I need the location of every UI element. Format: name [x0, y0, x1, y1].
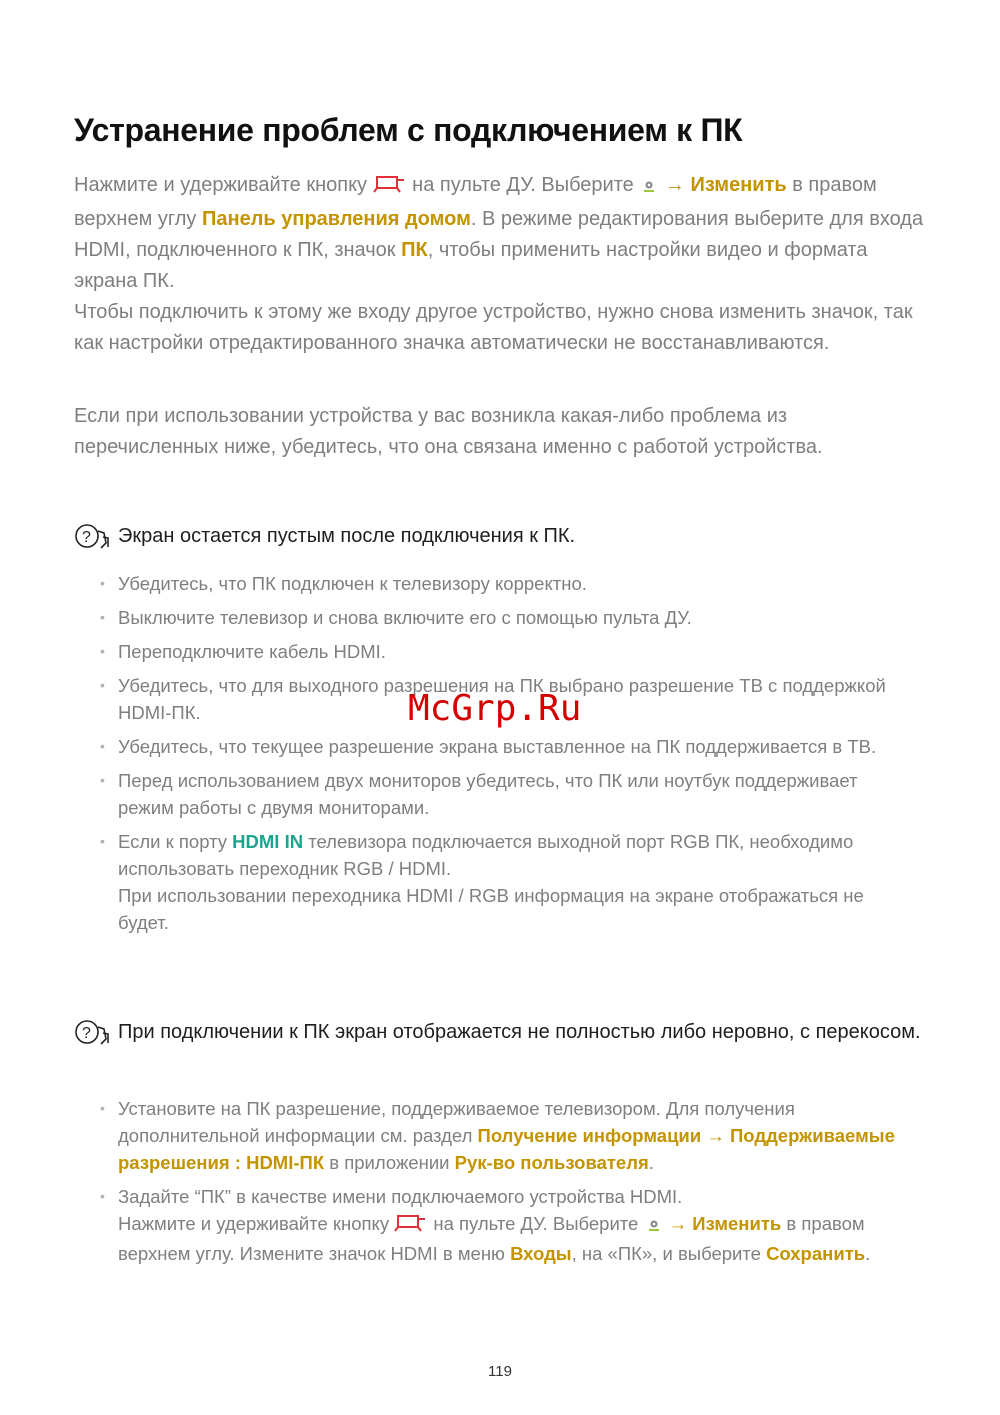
- input-button-icon: [394, 1211, 428, 1240]
- page-number: 119: [488, 1363, 512, 1380]
- section-2-list: [118, 1095, 918, 1274]
- list-item: • Переподключите кабель HDMI.: [118, 638, 918, 665]
- question-icon: [74, 1019, 112, 1056]
- intro-text: . В режиме редактирования выберите для входа HDMI, подключенного к ПК, значок: [74, 208, 924, 261]
- arrow-icon: →: [664, 174, 685, 196]
- intro-text: Нажмите и удерживайте кнопку: [74, 174, 368, 196]
- get-info-link: Получение информации: [477, 1125, 702, 1146]
- settings-icon: [639, 173, 659, 204]
- intro-paragraph: [74, 170, 934, 359]
- intro-text: , чтобы применить настройки видео и формата экрана ПК.: [74, 239, 868, 292]
- arrow-icon: →: [668, 1213, 688, 1234]
- list-item: • Выключите телевизор и снова включите его с помощью пульта ДУ.: [118, 604, 918, 631]
- input-button-icon: [373, 172, 407, 204]
- supported-resolutions-link: Поддерживаемые разрешения : HDMI-ПК: [118, 1125, 895, 1173]
- save-link: Сохранить: [766, 1243, 866, 1264]
- list-item: • Убедитесь, что текущее разрешение экрана выставленное на ПК поддерживается в ТВ.: [118, 733, 918, 760]
- arrow-icon: →: [706, 1125, 725, 1146]
- list-item: • Убедитесь, что для выходного разрешения на ПК выбрано разрешение ТВ с поддержкой HDMI-ПК.: [118, 672, 918, 726]
- list-item: • Задайте “ПК” в качестве имени подключаемого устройства HDMI. Нажмите и удерживайте кнопку на пульте ДУ. Выберите → Изменить в правом верхнем углу. Измените значок HDMI в меню Входы, на «ПК», и выберите Сохранить.: [118, 1183, 918, 1267]
- svg-text:?: ?: [82, 529, 91, 546]
- edit-link: Изменить: [690, 174, 787, 196]
- section-1-list: [118, 570, 918, 943]
- list-item: • Установите на ПК разрешение, поддерживаемое телевизором. Для получения дополнительной информации см. раздел Получение информации → Поддерживаемые разрешения : HDMI-ПК в приложении Рук-во пользователя.: [118, 1095, 918, 1176]
- question-icon: [74, 523, 112, 560]
- home-dashboard-link: Панель управления домом: [201, 208, 471, 230]
- watermark: McGrp.Ru: [408, 688, 582, 729]
- user-guide-link: Рук-во пользователя: [454, 1152, 649, 1173]
- settings-icon: [644, 1213, 664, 1240]
- list-item: • Если к порту HDMI IN телевизора подключается выходной порт RGB ПК, необходимо использовать переходник RGB / HDMI. При использовании переходника HDMI / RGB информация на экране отображаться не будет.: [118, 828, 918, 936]
- edit-link: Изменить: [692, 1213, 782, 1234]
- list-item: • Перед использованием двух мониторов убедитесь, что ПК или ноутбук поддерживает режим работы с двумя мониторами.: [118, 767, 918, 821]
- section-1-heading: ? Экран остается пустым после подключения к ПК.: [74, 522, 934, 551]
- pc-icon-label: ПК: [401, 239, 428, 261]
- intro-text: в правом верхнем углу: [74, 174, 877, 230]
- intro-text: на пульте ДУ. Выберите: [412, 174, 634, 196]
- intro-paragraph-2: Если при использовании устройства у вас возникла какая-либо проблема из перечисленных ниже, убедитесь, что она связана именно с работой устройства.: [74, 405, 823, 458]
- page-title: Устранение проблем с подключением к ПК: [74, 112, 743, 148]
- inputs-link: Входы: [510, 1243, 572, 1264]
- intro-text: Чтобы подключить к этому же входу другое устройство, нужно снова изменить значок, так как настройки отредактированного значка автоматически не восстанавливаются.: [74, 301, 913, 354]
- hdmi-in-label: HDMI IN: [232, 831, 304, 852]
- list-item: • Убедитесь, что ПК подключен к телевизору корректно.: [118, 570, 918, 597]
- svg-text:?: ?: [82, 1025, 91, 1042]
- section-2-heading: ? При подключении к ПК экран отображается не полностью либо неровно, с перекосом.: [74, 1018, 934, 1047]
